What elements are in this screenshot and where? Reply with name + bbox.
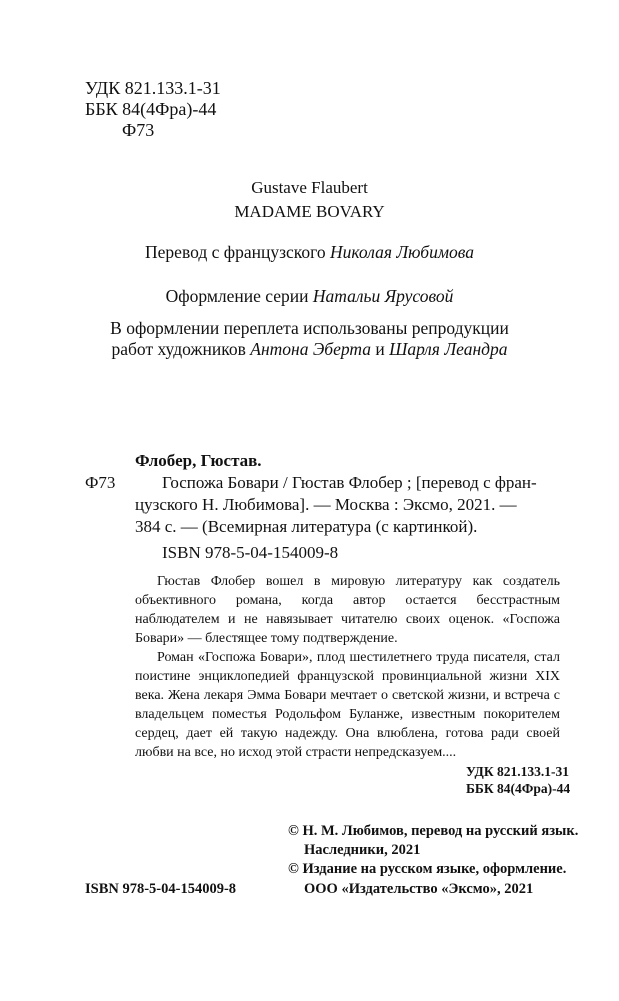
original-author: Gustave Flaubert bbox=[251, 178, 368, 197]
artist-2-name: Шарля Леандра bbox=[389, 339, 508, 359]
copyright-line-3: © Издание на русском языке, оформление. bbox=[288, 861, 567, 877]
annotation bbox=[135, 572, 560, 762]
copyright-line-2: Наследники, 2021 bbox=[304, 842, 421, 858]
series-designer-name: Натальи Ярусовой bbox=[312, 286, 454, 306]
author-sign-top: Ф73 bbox=[122, 120, 155, 140]
bbk-code-top: ББК 84(4Фра)-44 bbox=[85, 99, 217, 119]
translation-credit bbox=[0, 242, 619, 263]
cover-credit-line2 bbox=[0, 339, 619, 360]
annotation-paragraph-1: Гюстав Флобер вошел в мировую литературу как создатель объективного романа, когда автор остается бесстрастным наблюдателем и не навязывает читателю своих оценок. «Госпожа Бовари» — блестящее тому подтверждение. bbox=[135, 574, 560, 646]
catalog-sign: Ф73 bbox=[85, 473, 116, 492]
series-design-prefix: Оформление серии bbox=[165, 286, 309, 306]
catalog-heading: Флобер, Гюстав. bbox=[135, 451, 262, 470]
conjunction: и bbox=[375, 339, 385, 359]
udk-code-top: УДК 821.133.1-31 bbox=[85, 78, 221, 98]
annotation-paragraph-2: Роман «Госпожа Бовари», плод шестилетнего труда писателя, стал поистине энциклопедией французской провинциальной жизни XIX века. Жена лекаря Эмма Бовари мечтает о светской жизни, и встреча с владельцем поместья Родольфом Буланже, известным покорителем сердец, дает ей такую надежду. Она влюблена, готова ради своей любви на все, но исход этой страсти непредсказуем.... bbox=[135, 650, 560, 760]
copyright-line-1: © Н. М. Любимов, перевод на русский язык. bbox=[288, 823, 579, 839]
copyright-line-4: ООО «Издательство «Эксмо», 2021 bbox=[304, 881, 534, 897]
translator-name: Николая Любимова bbox=[330, 242, 474, 262]
catalog-desc-line2: цузского Н. Любимова]. — Москва : Эксмо, 2021. — bbox=[135, 495, 517, 514]
cover-credit-line1: В оформлении переплета использованы репродукции bbox=[110, 318, 509, 338]
isbn-bottom: ISBN 978-5-04-154009-8 bbox=[85, 881, 237, 897]
artist-1-name: Антона Эберта bbox=[250, 339, 371, 359]
udk-code-bottom: УДК 821.133.1-31 bbox=[466, 764, 569, 779]
cover-line2-prefix: работ художников bbox=[111, 339, 246, 359]
translation-prefix: Перевод с французского bbox=[145, 242, 326, 262]
catalog-desc-line3: 384 с. — (Всемирная литература (с картинкой). bbox=[135, 517, 478, 536]
bbk-code-bottom: ББК 84(4Фра)-44 bbox=[466, 781, 571, 796]
catalog-isbn: ISBN 978-5-04-154009-8 bbox=[162, 543, 339, 562]
original-title: MADAME BOVARY bbox=[234, 202, 385, 221]
catalog-desc-line1: Госпожа Бовари / Гюстав Флобер ; [перевод с фран- bbox=[162, 473, 537, 492]
series-design-credit bbox=[0, 286, 619, 307]
